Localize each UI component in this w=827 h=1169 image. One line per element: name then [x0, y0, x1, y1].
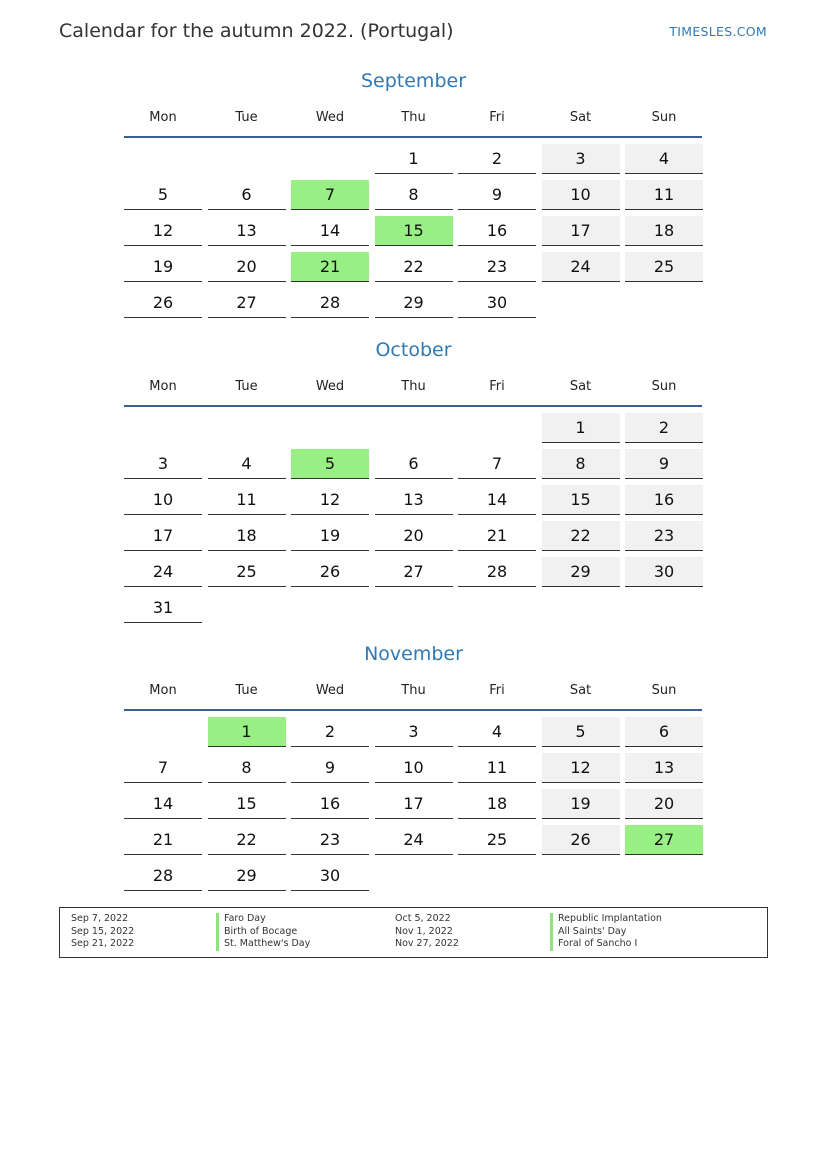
weekday-label: Sat	[569, 683, 592, 698]
day-cell: 20	[375, 521, 453, 551]
day-cell: 28	[291, 288, 369, 318]
day-cell: 11	[208, 485, 286, 515]
day-cell: 16	[458, 216, 536, 246]
header-rule	[124, 709, 702, 711]
legend-holiday-name: Republic Implantation	[558, 913, 662, 924]
day-cell: 1	[375, 144, 453, 174]
day-cell: 10	[542, 180, 620, 210]
legend-holiday-name: St. Matthew's Day	[224, 938, 311, 949]
day-cell: 15	[208, 789, 286, 819]
legend-date: Sep 15, 2022	[71, 925, 135, 937]
day-cell: 6	[208, 180, 286, 210]
day-cell: 5	[542, 717, 620, 747]
weekday-label: Wed	[315, 110, 345, 125]
page-title: Calendar for the autumn 2022. (Portugal)	[59, 20, 454, 42]
legend-date: Sep 21, 2022	[71, 938, 135, 949]
month-title: October	[375, 339, 452, 361]
day-cell: 24	[542, 252, 620, 282]
weekday-label: Mon	[149, 110, 177, 125]
day-cell: 10	[124, 485, 202, 515]
day-cell: 23	[458, 252, 536, 282]
day-cell: 7	[124, 753, 202, 783]
day-cell: 4	[458, 717, 536, 747]
day-cell: 2	[625, 413, 703, 443]
weekday-label: Sat	[569, 110, 592, 125]
day-cell-holiday: 5	[291, 449, 369, 479]
weekday-label: Fri	[489, 379, 505, 394]
day-cell: 13	[208, 216, 286, 246]
day-cell: 8	[375, 180, 453, 210]
header-rule	[124, 405, 702, 407]
legend-holiday-name: All Saints' Day	[558, 925, 627, 937]
day-cell: 25	[208, 557, 286, 587]
day-cell: 12	[542, 753, 620, 783]
day-cell: 18	[208, 521, 286, 551]
day-cell: 1	[542, 413, 620, 443]
day-cell: 18	[625, 216, 703, 246]
weekday-label: Mon	[149, 683, 177, 698]
weekday-label: Mon	[149, 379, 177, 394]
weekday-label: Thu	[401, 379, 426, 394]
day-cell: 6	[625, 717, 703, 747]
legend-date: Oct 5, 2022	[395, 913, 451, 924]
day-cell: 3	[375, 717, 453, 747]
day-cell: 27	[375, 557, 453, 587]
day-cell: 13	[625, 753, 703, 783]
day-cell: 30	[625, 557, 703, 587]
day-cell: 15	[542, 485, 620, 515]
day-cell: 12	[291, 485, 369, 515]
day-cell: 29	[375, 288, 453, 318]
day-cell: 8	[542, 449, 620, 479]
legend-date: Nov 27, 2022	[395, 938, 459, 949]
legend-holiday-name: Faro Day	[224, 913, 266, 924]
day-cell: 17	[124, 521, 202, 551]
day-cell: 2	[291, 717, 369, 747]
day-cell: 29	[542, 557, 620, 587]
weekday-label: Thu	[401, 683, 426, 698]
day-cell-holiday: 1	[208, 717, 286, 747]
day-cell: 16	[625, 485, 703, 515]
day-cell: 4	[625, 144, 703, 174]
day-cell-holiday: 7	[291, 180, 369, 210]
day-cell: 17	[542, 216, 620, 246]
day-cell: 2	[458, 144, 536, 174]
day-cell: 22	[375, 252, 453, 282]
day-cell: 7	[458, 449, 536, 479]
day-cell: 11	[458, 753, 536, 783]
day-cell: 30	[291, 861, 369, 891]
day-cell: 23	[291, 825, 369, 855]
day-cell: 4	[208, 449, 286, 479]
day-cell: 21	[458, 521, 536, 551]
day-cell: 14	[291, 216, 369, 246]
day-cell: 22	[542, 521, 620, 551]
legend-names-left	[216, 913, 310, 951]
day-cell: 9	[625, 449, 703, 479]
day-cell: 24	[375, 825, 453, 855]
weekday-header	[124, 683, 702, 703]
day-cell: 8	[208, 753, 286, 783]
day-cell: 28	[458, 557, 536, 587]
weekday-label: Sat	[569, 379, 592, 394]
day-cell: 31	[124, 593, 202, 623]
day-cell: 19	[124, 252, 202, 282]
day-cell: 21	[124, 825, 202, 855]
weekday-label: Fri	[489, 110, 505, 125]
day-cell-holiday: 15	[375, 216, 453, 246]
day-cell: 13	[375, 485, 453, 515]
legend-dates-left	[71, 913, 134, 951]
day-cell: 26	[542, 825, 620, 855]
month-title: September	[360, 70, 467, 92]
weekday-label: Wed	[315, 683, 345, 698]
day-cell: 14	[124, 789, 202, 819]
day-cell: 30	[458, 288, 536, 318]
day-cell: 11	[625, 180, 703, 210]
day-cell: 23	[625, 521, 703, 551]
weekday-label: Sun	[651, 110, 677, 125]
legend-date: Nov 1, 2022	[395, 925, 453, 937]
day-cell: 5	[124, 180, 202, 210]
day-cell-holiday: 27	[625, 825, 703, 855]
weekday-label: Tue	[235, 379, 258, 394]
day-cell: 25	[625, 252, 703, 282]
day-cell: 16	[291, 789, 369, 819]
day-cell: 22	[208, 825, 286, 855]
site-link[interactable]: TIMESLES.COM	[669, 24, 767, 39]
legend-names-right	[550, 913, 662, 951]
day-cell: 28	[124, 861, 202, 891]
day-cell: 17	[375, 789, 453, 819]
day-cell: 10	[375, 753, 453, 783]
weekday-label: Sun	[651, 379, 677, 394]
day-cell: 19	[291, 521, 369, 551]
day-cell: 24	[124, 557, 202, 587]
day-cell: 26	[291, 557, 369, 587]
legend-dates-right	[395, 913, 459, 951]
day-cell: 18	[458, 789, 536, 819]
weekday-label: Thu	[401, 110, 426, 125]
weekday-header	[124, 379, 702, 399]
day-cell: 29	[208, 861, 286, 891]
day-cell: 12	[124, 216, 202, 246]
day-cell: 27	[208, 288, 286, 318]
day-cell: 14	[458, 485, 536, 515]
day-cell: 9	[458, 180, 536, 210]
day-cell: 20	[208, 252, 286, 282]
legend-holiday-name: Foral of Sancho I	[558, 938, 638, 949]
weekday-label: Tue	[235, 110, 258, 125]
header-rule	[124, 136, 702, 138]
day-cell: 9	[291, 753, 369, 783]
day-cell: 20	[625, 789, 703, 819]
day-cell-holiday: 21	[291, 252, 369, 282]
day-cell: 26	[124, 288, 202, 318]
month-title: November	[364, 643, 463, 665]
legend-date: Sep 7, 2022	[71, 913, 129, 924]
day-cell: 3	[542, 144, 620, 174]
weekday-label: Sun	[651, 683, 677, 698]
weekday-header	[124, 110, 702, 130]
weekday-label: Wed	[315, 379, 345, 394]
day-cell: 19	[542, 789, 620, 819]
weekday-label: Tue	[235, 683, 258, 698]
holiday-legend	[59, 907, 768, 958]
legend-holiday-name: Birth of Bocage	[224, 925, 298, 937]
day-cell: 3	[124, 449, 202, 479]
day-cell: 6	[375, 449, 453, 479]
day-cell: 25	[458, 825, 536, 855]
weekday-label: Fri	[489, 683, 505, 698]
